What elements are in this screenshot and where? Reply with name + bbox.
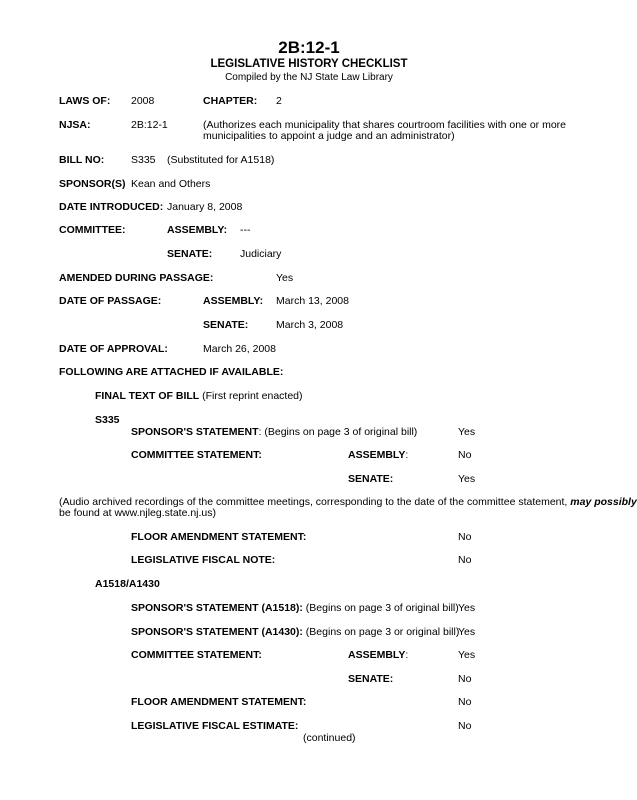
s335-committee-assembly-label: ASSEMBLY bbox=[348, 449, 406, 461]
laws-of-label: LAWS OF: bbox=[59, 95, 111, 107]
amended-value: Yes bbox=[276, 272, 294, 284]
a1518-committee-assembly-label: ASSEMBLY bbox=[348, 649, 406, 661]
bill-no-value: S335 bbox=[131, 154, 156, 166]
s335-sponsor-statement-value: Yes bbox=[458, 426, 476, 438]
final-text-line bbox=[95, 390, 303, 403]
a1518-floor-amendment-value: No bbox=[458, 696, 472, 708]
a1518-committee-assembly-colon: : bbox=[405, 649, 409, 661]
audio-note-line-2: be found at www.njleg.state.nj.us) bbox=[59, 507, 217, 519]
a1430-sponsor-statement-label: SPONSOR'S STATEMENT (A1430): bbox=[131, 626, 303, 638]
committee-senate-label: SENATE: bbox=[167, 248, 213, 260]
committee-assembly-label: ASSEMBLY: bbox=[167, 224, 228, 236]
a1518-committee-senate-value: No bbox=[458, 673, 472, 685]
njsa-value: 2B:12-1 bbox=[131, 119, 168, 131]
a1518-sponsor-statement-value: Yes bbox=[458, 602, 476, 614]
date-of-approval-label: DATE OF APPROVAL: bbox=[59, 343, 168, 355]
committee-label: COMMITTEE: bbox=[59, 224, 126, 236]
a1518-sponsor-statement bbox=[131, 602, 459, 615]
a1518-committee-senate-label: SENATE: bbox=[348, 673, 394, 685]
a1430-sponsor-statement-value: Yes bbox=[458, 626, 476, 638]
s335-committee-senate-label: SENATE: bbox=[348, 473, 394, 485]
date-of-passage-label: DATE OF PASSAGE: bbox=[59, 295, 162, 307]
a1430-sponsor-statement-note: (Begins on page 3 or original bill) bbox=[302, 626, 460, 638]
chapter-value: 2 bbox=[276, 95, 282, 107]
passage-senate-value: March 3, 2008 bbox=[276, 319, 344, 331]
s335-committee-senate-value: Yes bbox=[458, 473, 476, 485]
continued-note: (continued) bbox=[303, 732, 356, 744]
s335-committee-assembly bbox=[348, 449, 408, 462]
s335-floor-amendment-value: No bbox=[458, 531, 472, 543]
bill-no-label: BILL NO: bbox=[59, 154, 105, 166]
date-of-approval-value: March 26, 2008 bbox=[203, 343, 276, 355]
a1518-fiscal-estimate-value: No bbox=[458, 720, 472, 732]
s335-fiscal-note-label: LEGISLATIVE FISCAL NOTE: bbox=[131, 554, 276, 566]
passage-senate-label: SENATE: bbox=[203, 319, 249, 331]
attachments-heading: FOLLOWING ARE ATTACHED IF AVAILABLE: bbox=[59, 366, 284, 378]
s335-sponsor-statement bbox=[131, 426, 417, 439]
passage-assembly-value: March 13, 2008 bbox=[276, 295, 349, 307]
audio-note-text: (Audio archived recordings of the committee meetings, corresponding to the date of the committee statement, bbox=[59, 496, 571, 508]
audio-note-emphasis: may possibly bbox=[570, 496, 637, 508]
committee-senate-value: Judiciary bbox=[240, 248, 282, 260]
s335-fiscal-note-value: No bbox=[458, 554, 472, 566]
page-title: 2B:12-1 bbox=[278, 38, 340, 57]
njsa-description-line-2: municipalities to appoint a judge and an administrator) bbox=[203, 130, 455, 142]
a1518-sponsor-statement-note: (Begins on page 3 of original bill) bbox=[302, 602, 459, 614]
a1518-committee-assembly bbox=[348, 649, 408, 662]
s335-committee-statement-label: COMMITTEE STATEMENT: bbox=[131, 449, 262, 461]
date-introduced-value: January 8, 2008 bbox=[167, 201, 243, 213]
final-text-note: (First reprint enacted) bbox=[199, 390, 303, 402]
laws-of-value: 2008 bbox=[131, 95, 155, 107]
sponsors-value: Kean and Others bbox=[131, 178, 211, 190]
a1518-floor-amendment-label: FLOOR AMENDMENT STATEMENT: bbox=[131, 696, 307, 708]
amended-label: AMENDED DURING PASSAGE: bbox=[59, 272, 214, 284]
sponsors-label: SPONSOR(S) bbox=[59, 178, 126, 190]
s335-sponsor-statement-label: SPONSOR'S STATEMENT bbox=[131, 426, 259, 438]
final-text-label: FINAL TEXT OF BILL bbox=[95, 390, 200, 402]
a1518-fiscal-estimate-label: LEGISLATIVE FISCAL ESTIMATE: bbox=[131, 720, 299, 732]
committee-assembly-value: --- bbox=[240, 224, 251, 236]
s335-heading: S335 bbox=[95, 414, 120, 426]
a1518-committee-statement-label: COMMITTEE STATEMENT: bbox=[131, 649, 262, 661]
s335-sponsor-statement-note: : (Begins on page 3 of original bill) bbox=[258, 426, 418, 438]
s335-committee-assembly-value: No bbox=[458, 449, 472, 461]
a1430-sponsor-statement bbox=[131, 626, 459, 639]
a1518-committee-assembly-value: Yes bbox=[458, 649, 476, 661]
bill-no-substitution-note: (Substituted for A1518) bbox=[167, 154, 275, 166]
compiled-by-line: Compiled by the NJ State Law Library bbox=[225, 72, 393, 83]
a1518-heading: A1518/A1430 bbox=[95, 578, 160, 590]
passage-assembly-label: ASSEMBLY: bbox=[203, 295, 264, 307]
s335-committee-assembly-colon: : bbox=[405, 449, 409, 461]
njsa-description-line-1: (Authorizes each municipality that shares courtroom facilities with one or more bbox=[203, 119, 566, 131]
a1518-sponsor-statement-label: SPONSOR'S STATEMENT (A1518): bbox=[131, 602, 303, 614]
checklist-heading: LEGISLATIVE HISTORY CHECKLIST bbox=[210, 58, 408, 70]
s335-floor-amendment-label: FLOOR AMENDMENT STATEMENT: bbox=[131, 531, 307, 543]
date-introduced-label: DATE INTRODUCED: bbox=[59, 201, 164, 213]
njsa-label: NJSA: bbox=[59, 119, 91, 131]
chapter-label: CHAPTER: bbox=[203, 95, 258, 107]
